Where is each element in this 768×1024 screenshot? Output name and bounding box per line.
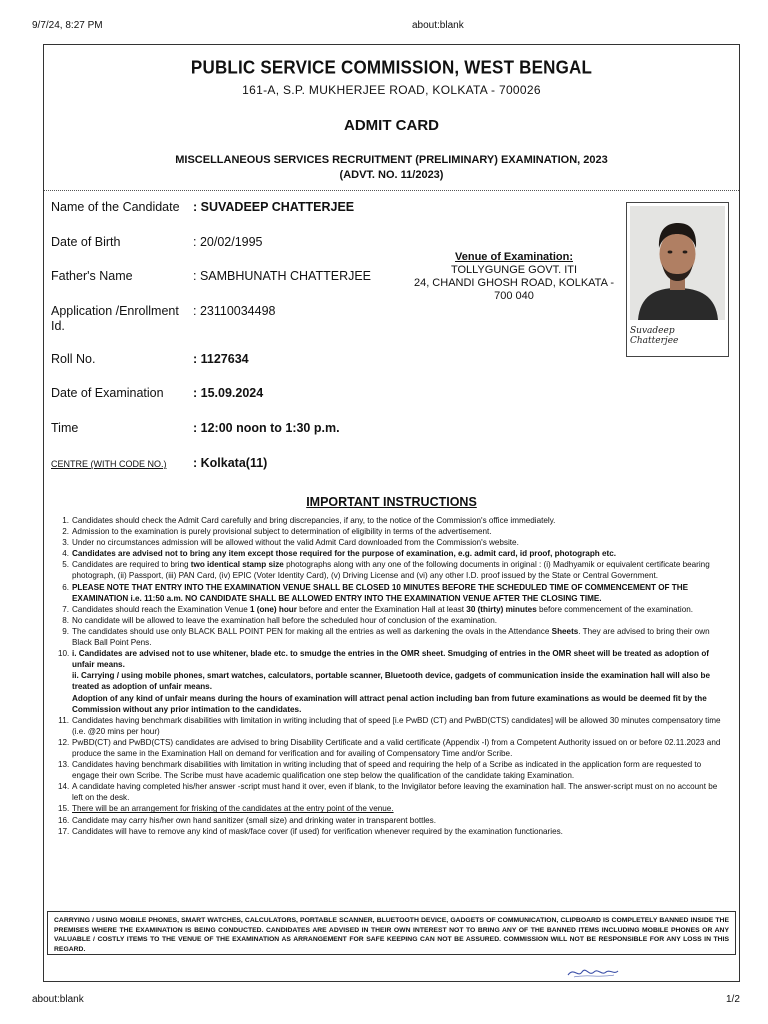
instruction-item [58, 526, 730, 537]
exam-date-value: : 15.09.2024 [193, 386, 264, 400]
instruction-text-part: Adoption of any kind of unfair means during the hours of examination will attract penal action including ban from future examinations as would be deemed fit by the Commission without any prior intimation to the candidates. [72, 693, 707, 714]
instruction-item [58, 715, 730, 737]
instruction-text-part: Candidates having benchmark disabilities with limitation in writing including that of speed and requiring the help of a Scribe as indicated in the application form are requested to engage their own Scribe. The Scribe must have academic qualification one step below the qualification of the candidate taking Examination. [72, 760, 702, 781]
instruction-text [72, 781, 730, 803]
instructions-list [58, 515, 730, 837]
instruction-item [58, 626, 730, 648]
dob-label: Date of Birth [51, 235, 121, 249]
print-url-top: about:blank [412, 20, 464, 31]
application-id-value: : 23110034498 [193, 304, 276, 318]
application-id-label: Application /Enrollment [51, 304, 179, 318]
card-header [44, 45, 739, 191]
candidate-photo-image [630, 206, 725, 320]
instruction-text [72, 626, 730, 648]
instruction-text [72, 803, 730, 814]
admit-card [43, 44, 740, 982]
instruction-item [58, 559, 730, 581]
instruction-text [72, 826, 730, 837]
instruction-text-part: No candidate will be allowed to leave the examination hall before the scheduled hour of conclusion of the examination. [72, 615, 498, 625]
instruction-text [72, 548, 730, 559]
instruction-text-part: ii. Carrying / using mobile phones, smart watches, calculators, portable scanner, Bluetooth device, gadgets of communication inside the examination hall will also be treated as adoption of unfair means. [72, 671, 710, 692]
father-name-label: Father's Name [51, 269, 133, 283]
instruction-text-part: 1 (one) hour [249, 604, 297, 614]
instruction-text-part: PwBD(CT) and PwBD(CTS) candidates are advised to bring Disability Certificate and a valid certificate (Appendix -I) from a Competent Authority issued on or before 02.11.2023 and produce the same in the Examination Hall on demand for verification and for availing of Compensatory Time and/or Scribe. [72, 737, 721, 758]
candidate-signature: Suvadeep Chatterjee [630, 326, 679, 346]
instruction-text [72, 582, 730, 604]
instruction-text-part: before and enter the Examination Hall at least [296, 604, 467, 614]
instruction-text [72, 537, 730, 548]
instruction-text-part: . They are advised to bring their own Black Ball Point Pens. [72, 626, 710, 648]
print-page-number: 1/2 [726, 994, 740, 1005]
instruction-item [58, 648, 730, 715]
instruction-text [72, 759, 730, 781]
instruction-text-part: Sheets [551, 626, 579, 636]
instruction-text [72, 604, 730, 615]
instruction-text-part: Candidate may carry his/her own hand sanitizer (small size) and drinking water in transparent bottles. [72, 815, 436, 825]
instruction-item [58, 759, 730, 781]
exam-title: MISCELLANEOUS SERVICES RECRUITMENT (PRELIMINARY) EXAMINATION, 2023 [175, 154, 608, 166]
print-datetime: 9/7/24, 8:27 PM [32, 20, 103, 31]
centre-label: CENTRE (WITH CODE NO.) [51, 459, 167, 469]
candidate-photo [630, 206, 725, 320]
instruction-number: 3. [62, 538, 69, 548]
instruction-number: 10. [58, 649, 70, 659]
instruction-number: 9. [62, 626, 69, 636]
instruction-text-part: A candidate having completed his/her answer -script must hand it over, even if blank, to the Invigilator before leaving the examination hall. The answer-script must on no account be left on the desk. [72, 782, 718, 803]
exam-time-value: : 12:00 noon to 1:30 p.m. [193, 421, 340, 435]
admit-card-title: ADMIT CARD [344, 117, 439, 134]
instruction-number: 5. [62, 560, 69, 570]
father-name-value: : SAMBHUNATH CHATTERJEE [193, 269, 372, 283]
instruction-text [72, 648, 730, 715]
candidate-name-label: Name of the Candidate [51, 200, 180, 214]
instruction-number: 7. [62, 604, 69, 614]
instruction-number: 11. [58, 715, 69, 725]
instruction-text-part: 30 (thirty) minutes [466, 604, 537, 614]
instruction-text-part: Candidates should check the Admit Card carefully and bring discrepancies, if any, to the notice of the Commission's office immediately. [72, 516, 556, 525]
instruction-item [58, 826, 730, 837]
candidate-name: : SUVADEEP CHATTERJEE [193, 200, 355, 214]
application-id-label-2: Id. [51, 319, 65, 333]
instruction-number: 13. [58, 760, 70, 770]
print-footer [0, 994, 768, 1014]
venue-line-1: TOLLYGUNGE GOVT. ITI [450, 264, 578, 276]
instruction-text-part: before commencement of the examination. [536, 604, 693, 614]
print-header [0, 0, 768, 40]
print-url-bottom: about:blank [32, 994, 84, 1005]
instruction-text-part: Under no circumstances admission will be allowed without the valid Admit Card downloaded from the Commission's website. [72, 538, 519, 548]
instruction-number: 8. [62, 615, 69, 625]
instruction-text [72, 815, 730, 826]
instruction-text-part: Candidates will have to remove any kind of mask/face cover (if used) for verification whenever required by the examination functionaries. [72, 826, 563, 836]
instruction-item [58, 548, 730, 559]
instruction-item [58, 737, 730, 759]
instruction-number: 6. [62, 582, 69, 592]
instruction-text [72, 559, 730, 581]
instruction-text [72, 615, 730, 626]
org-title: PUBLIC SERVICE COMMISSION, WEST BENGAL [190, 57, 593, 78]
instruction-text-part: Candidates are advised not to bring any item except those required for the purpose of examination, e.g. admit card, id proof, photograph etc. [72, 549, 617, 559]
dob-value: : 20/02/1995 [193, 235, 263, 249]
instruction-item [58, 515, 730, 526]
instruction-text-part: Candidates having benchmark disabilities with limitation in writing including that of speed [i.e PwBD (CT) and PwBD(CTS) candidates] will be allowed 30 minutes compensatory time (i.e. @20 mins per hour) [72, 715, 721, 736]
exam-advt-no: (ADVT. NO. 11/2023) [339, 169, 444, 181]
instruction-text-part: PLEASE NOTE THAT ENTRY INTO THE EXAMINATION VENUE SHALL BE CLOSED 10 MINUTES BEFORE THE SCHEDULED TIME OF COMMENCEMENT OF THE EXAMINATION i.e. 11:50 a.m. NO CANDIDATE SHALL BE ALLOWED ENTRY INTO THE EXAMINATION VENUE AFTER THE CLOSING TIME. [72, 582, 689, 603]
instruction-text [72, 515, 730, 526]
instruction-item [58, 781, 730, 803]
exam-date-label: Date of Examination [51, 386, 164, 400]
photo-box [626, 202, 729, 357]
instruction-text-part: The candidates should use only BLACK BALL POINT PEN for making all the entries as well as darkening the ovals in the Attendance [72, 626, 552, 636]
instruction-text [72, 737, 730, 759]
instruction-number: 1. [62, 516, 69, 525]
instruction-item [58, 582, 730, 604]
org-address: 161-A, S.P. MUKHERJEE ROAD, KOLKATA - 700026 [242, 83, 541, 97]
instruction-number: 4. [62, 549, 69, 559]
instruction-number: 14. [58, 782, 70, 792]
venue-block [389, 251, 639, 303]
instruction-item [58, 604, 730, 615]
instruction-item [58, 537, 730, 548]
instructions-title: IMPORTANT INSTRUCTIONS [306, 495, 477, 509]
instruction-number: 17. [58, 826, 70, 836]
venue-line-3: 700 040 [494, 290, 534, 302]
instruction-text [72, 526, 730, 537]
instruction-text-part: Candidates are required to bring [72, 560, 191, 570]
warning-box: CARRYING / USING MOBILE PHONES, SMART WATCHES, CALCULATORS, PORTABLE SCANNER, BLUETOOTH DEVICE, GADGETS OF COMMUNICATION, CLIPBOARD IS COMPLETELY BANNED INSIDE THE PREMISES WHERE THE EXAMINATION IS BEING CONDUCTED. CANDIDATES ARE ADVISED IN THEIR OWN INTEREST NOT TO BRING ANY OF THE BANNED ITEMS INCLUDING MOBILE PHONES OR ANY VALUABLE / COSTLY ITEMS TO THE VENUE OF THE EXAMINATION AS ARRANGEMENT FOR SAFE KEEPING CAN NOT BE ASSURED. COMMISSION WILL NOT BE RESPONSIBLE FOR ANY LOSS IN THIS REGARD. [47, 911, 736, 955]
instruction-text-part: photographs along with any one of the following documents in original : (i) Madhyamik or equivalent certificate bearing photograph, (ii) Passport, (iii) PAN Card, (iv) EPIC (Voter Identity Card), (v) Driving License and (vi) any other I.D. proof issued by the State or Central Government. [72, 560, 710, 581]
venue-line-2: 24, CHANDI GHOSH ROAD, KOLKATA - [413, 277, 615, 289]
instruction-text-part: Admission to the examination is purely provisional subject to determination of eligibility in terms of the advertisement. [72, 527, 492, 537]
instruction-number: 15. [58, 804, 70, 814]
instruction-number: 12. [58, 737, 70, 747]
instruction-text [72, 715, 730, 737]
instruction-item [58, 815, 730, 826]
instruction-item [58, 615, 730, 626]
instruction-number: 16. [58, 815, 70, 825]
instruction-text-part: Candidates should reach the Examination Venue [72, 604, 250, 614]
roll-no-label: Roll No. [51, 352, 96, 366]
instruction-number: 2. [62, 527, 69, 537]
instruction-text-part: i. Candidates are advised not to use whitener, blade etc. to smudge the entries in the OMR sheet. Smudging of entries in the OMR sheet will be treated as adoption of unfair means. [72, 649, 710, 670]
instruction-text-part: There will be an arrangement for frisking of the candidates at the entry point of the venue. [72, 804, 394, 814]
instruction-item [58, 803, 730, 814]
roll-no-value: : 1127634 [193, 352, 249, 366]
venue-title: Venue of Examination: [455, 251, 573, 263]
controller-signature-icon [564, 963, 622, 981]
centre-value: : Kolkata(11) [193, 456, 268, 470]
instruction-text-part: two identical stamp size [190, 560, 284, 570]
exam-time-label: Time [51, 421, 79, 435]
